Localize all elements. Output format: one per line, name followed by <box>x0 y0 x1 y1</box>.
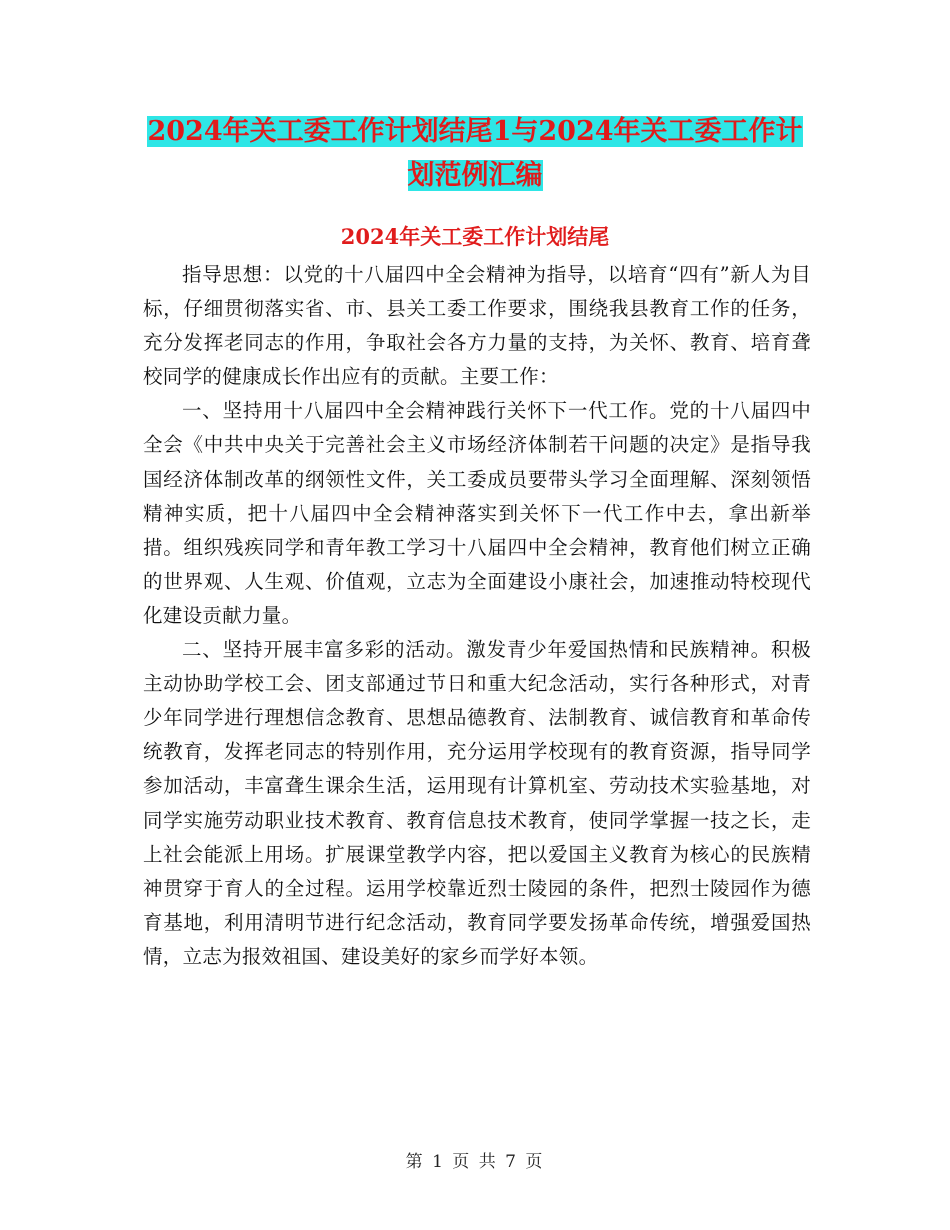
page-footer: 第 1 页 共 7 页 <box>405 1152 545 1172</box>
document-title <box>140 110 810 198</box>
paragraph-item-two: 二、坚持开展丰富多彩的活动。激发青少年爱国热情和民族精神。积极主动协助学校工会、团支部通过节日和重大纪念活动，实行各种形式，对青少年同学进行理想信念教育、思想品德教育、法制教育、诚信教育和革命传统教育，发挥老同志的特别作用，充分运用学校现有的教育资源，指导同学参加活动，丰富聋生课余生活，运用现有计算机室、劳动技术实验基地，对同学实施劳动职业技术教育、教育信息技术教育，使同学掌握一技之长，走上社会能派上用场。扩展课堂教学内容，把以爱国主义教育为核心的民族精神贯穿于育人的全过程。运用学校靠近烈士陵园的条件，把烈士陵园作为德育基地，利用清明节进行纪念活动，教育同学要发扬革命传统，增强爱国热情，立志为报效祖国、建设美好的家乡而学好本领。 <box>143 638 811 968</box>
paragraph-guiding-ideology: 指导思想：以党的十八届四中全会精神为指导，以培育“四有”新人为目标，仔细贯彻落实省、市、县关工委工作要求，围绕我县教育工作的任务，充分发挥老同志的作用，争取社会各方力量的支持，为关怀、教育、培育聋校同学的健康成长作出应有的贡献。主要工作： <box>143 263 811 389</box>
document-title-line-2: 划范例汇编 <box>407 160 543 191</box>
document-title-line-1: 2024年关工委工作计划结尾1与2024年关工委工作计 <box>147 116 803 147</box>
document-body <box>143 258 811 974</box>
section-title: 2024年关工委工作计划结尾 <box>340 224 610 249</box>
paragraph-item-one: 一、坚持用十八届四中全会精神践行关怀下一代工作。党的十八届四中全会《中共中央关于完善社会主义市场经济体制若干问题的决定》是指导我国经济体制改革的纲领性文件，关工委成员要带头学习全面理解、深刻领悟精神实质，把十八届四中全会精神落实到关怀下一代工作中去，拿出新举措。组织残疾同学和青年教工学习十八届四中全会精神，教育他们树立正确的世界观、人生观、价值观，立志为全面建设小康社会，加速推动特校现代化建设贡献力量。 <box>143 399 811 627</box>
